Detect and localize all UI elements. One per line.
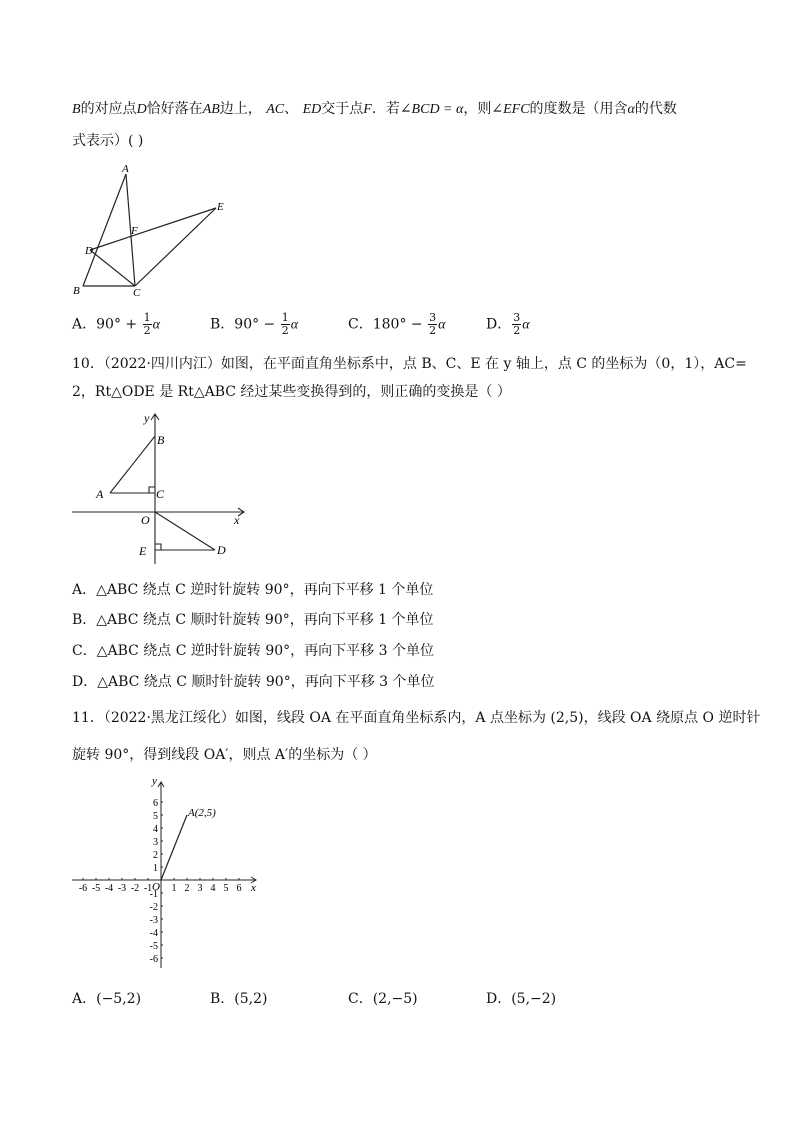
x-tick-label: -5 (91, 883, 101, 894)
q10-stem-line2: 2，Rt△ODE 是 Rt△ABC 经过某些变换得到的，则正确的变换是（ ） (72, 384, 511, 400)
q11-label-a: A(2,5) (188, 807, 216, 819)
q10-label-d: D (217, 543, 226, 557)
q10-option-d[interactable]: D．△ABC 绕点 C 顺时针旋转 90°，再向下平移 3 个单位 (72, 674, 435, 690)
y-tick-label: -3 (149, 915, 158, 926)
y-tick-label: -5 (149, 941, 158, 952)
q10-label-o: O (141, 513, 150, 527)
y-tick-label: 5 (153, 811, 158, 822)
q9-label-f: F (131, 225, 138, 237)
q11-stem-line2: 旋转 90°，得到线段 OA′，则点 A′的坐标为（ ） (72, 747, 377, 763)
q10-label-x: x (234, 513, 240, 527)
x-tick-label: -6 (78, 883, 88, 894)
q11-label-y: y (152, 775, 157, 787)
q9-option-d[interactable]: D． $\frac{3}{2}$ α (486, 311, 530, 337)
q9-figure (70, 160, 240, 300)
q9-label-a: A (122, 163, 129, 175)
fraction: $\frac{3}{2}$ (429, 311, 437, 337)
q11-option-b[interactable]: B．(5,2) (210, 991, 268, 1007)
x-tick-label: 3 (197, 883, 203, 894)
x-tick-label: 2 (184, 883, 190, 894)
y-tick-label: 3 (153, 837, 158, 848)
y-tick-label: -6 (149, 954, 158, 965)
y-tick-label: -4 (149, 928, 158, 939)
x-tick-label: 6 (236, 883, 242, 894)
q9-stem-line1: B的对应点D恰好落在AB边上， AC、 ED交于点F．若∠BCD = α，则∠EFC的度数是（用含α的代数 (72, 101, 677, 117)
q11-option-d[interactable]: D．(5,−2) (486, 991, 557, 1007)
x-tick-label: 4 (210, 883, 216, 894)
q10-label-a: A (96, 487, 104, 501)
x-tick-label: -1 (143, 883, 153, 894)
q11-option-c[interactable]: C．(2,−5) (348, 991, 418, 1007)
q11-figure (70, 772, 270, 972)
y-tick-label: -2 (149, 902, 158, 913)
q10-label-e: E (139, 544, 147, 558)
y-tick-label: 6 (153, 798, 158, 809)
q10-label-y: y (144, 411, 150, 425)
q10-figure (70, 408, 260, 568)
q9-label-d: D (85, 245, 93, 257)
q10-stem-line1: 10．（2022·四川内江）如图，在平面直角坐标系中，点 B、C、E 在 y 轴上，点 C 的坐标为（0，1），AC= (72, 356, 747, 372)
y-tick-label: 4 (153, 824, 158, 835)
q9-label-c: C (133, 287, 141, 299)
y-tick-label: -1 (149, 889, 158, 900)
y-tick-label: 1 (153, 863, 158, 874)
x-tick-label: -3 (117, 883, 127, 894)
q10-option-c[interactable]: C．△ABC 绕点 C 逆时针旋转 90°，再向下平移 3 个单位 (72, 643, 434, 659)
q10-label-b: B (157, 433, 165, 447)
fraction: $\frac{1}{2}$ (143, 311, 151, 337)
fraction: $\frac{1}{2}$ (281, 311, 289, 337)
q11-option-a[interactable]: A．(−5,2) (72, 991, 142, 1007)
x-tick-label: 1 (171, 883, 177, 894)
x-tick-label: 5 (223, 883, 229, 894)
y-tick-label: 2 (153, 850, 158, 861)
q9-option-c[interactable]: C．180° − $\frac{3}{2}$ α (348, 311, 446, 337)
fraction: $\frac{3}{2}$ (513, 311, 521, 337)
x-tick-label: -2 (130, 883, 140, 894)
q11-label-o: O (152, 881, 160, 893)
q10-label-c: C (156, 487, 165, 501)
q9-label-e: E (217, 201, 224, 213)
q9-option-a[interactable]: A．90° + $\frac{1}{2}$ α (72, 311, 160, 337)
q10-option-a[interactable]: A．△ABC 绕点 C 逆时针旋转 90°，再向下平移 1 个单位 (72, 582, 434, 598)
q9-stem-line2: 式表示）( ) (72, 133, 144, 149)
q11-stem-line1: 11．（2022·黑龙江绥化）如图，线段 OA 在平面直角坐标系内，A 点坐标为 (2,5)，线段 OA 绕原点 O 逆时针 (72, 710, 761, 726)
q11-label-x: x (251, 882, 256, 894)
q9-option-b[interactable]: B．90° − $\frac{1}{2}$ α (210, 311, 299, 337)
q9-label-b: B (73, 285, 80, 297)
q10-option-b[interactable]: B．△ABC 绕点 C 顺时针旋转 90°，再向下平移 1 个单位 (72, 612, 434, 628)
x-tick-label: -4 (104, 883, 114, 894)
